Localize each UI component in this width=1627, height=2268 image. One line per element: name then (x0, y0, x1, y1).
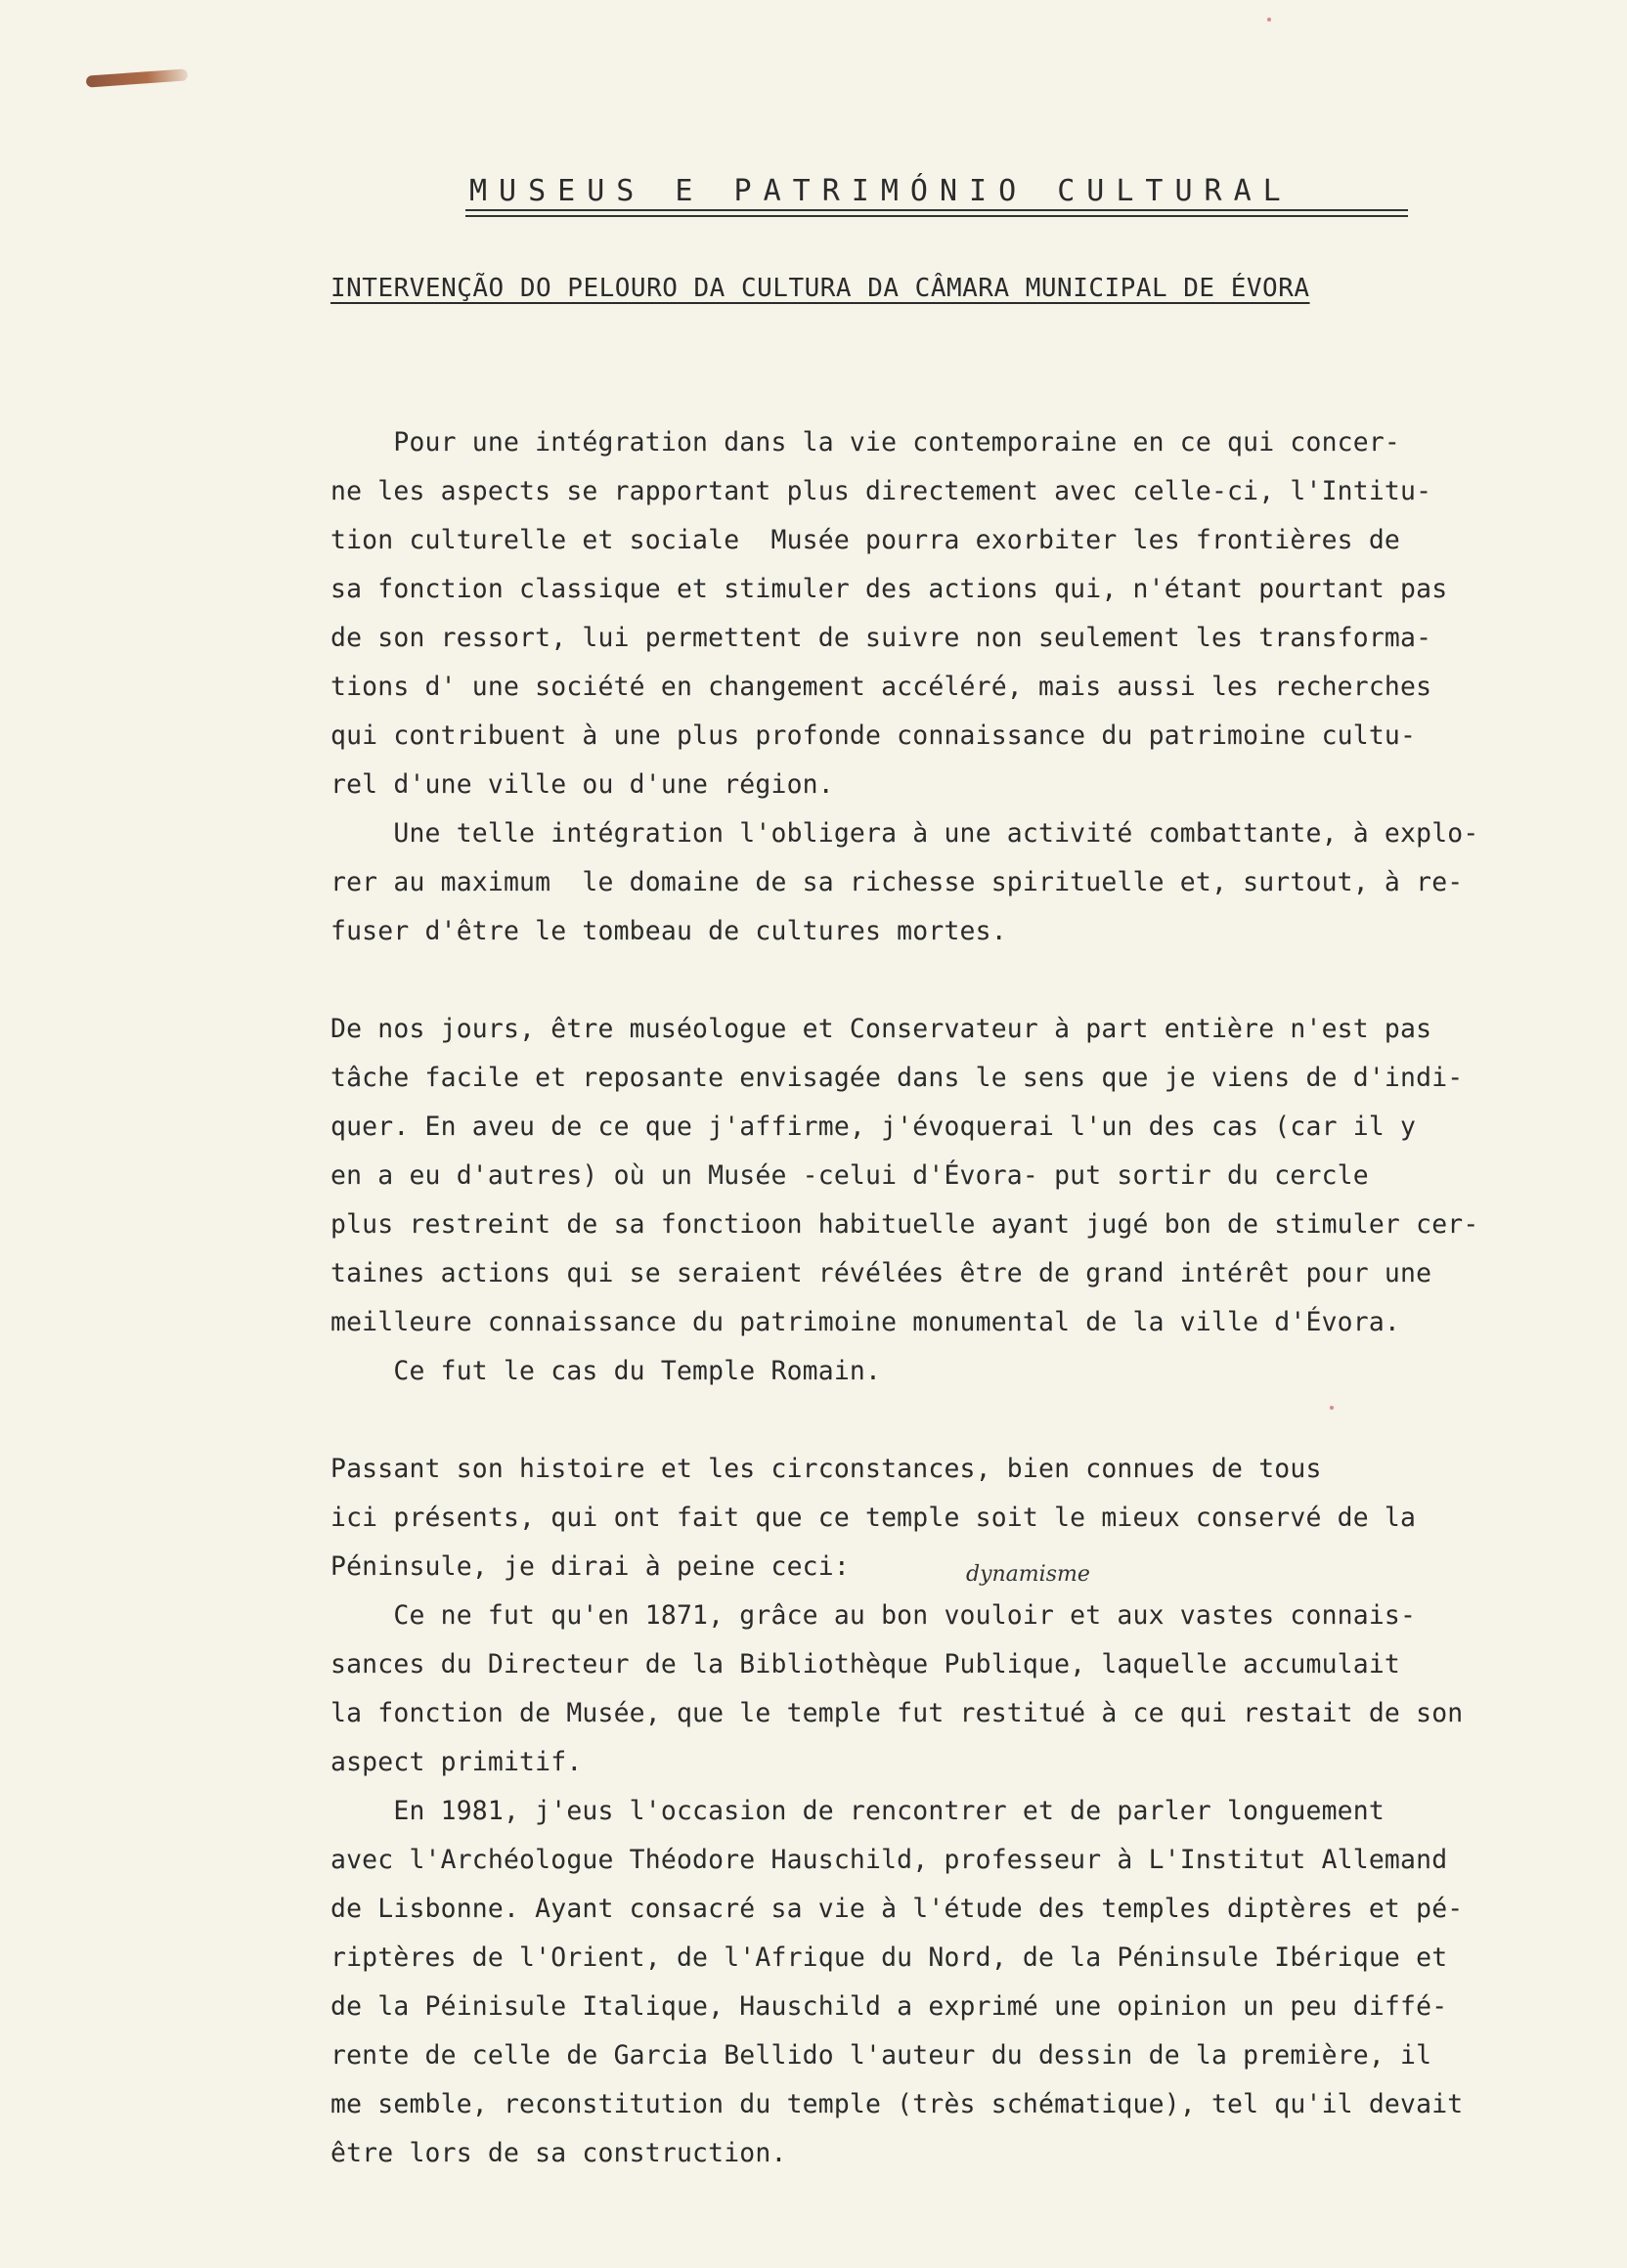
text-line: rente de celle de Garcia Bellido l'auteur du dessin de la première, il (330, 2040, 1432, 2071)
text-line: de la Péinisule Italique, Hauschild a exprimé une opinion un peu diffé- (330, 1991, 1448, 2022)
paragraph (330, 1445, 1602, 2178)
paper-speck (1267, 18, 1271, 22)
text-line: De nos jours, être muséologue et Conservateur à part entière n'est pas (330, 1014, 1432, 1044)
paragraph (330, 1005, 1602, 1396)
text-line: de son ressort, lui permettent de suivre non seulement les transforma- (330, 623, 1432, 653)
title-underline-double (465, 215, 1408, 217)
text-line: en a eu d'autres) où un Musée -celui d'Évora- put sortir du cercle (330, 1160, 1369, 1191)
text-line: tions d' une société en changement accéléré, mais aussi les recherches (330, 672, 1432, 702)
text-line: sa fonction classique et stimuler des actions qui, n'étant pourtant pas (330, 574, 1448, 604)
text-line: En 1981, j'eus l'occasion de rencontrer et de parler longuement (330, 1796, 1385, 1826)
text-line: plus restreint de sa fonctioon habituelle ayant jugé bon de stimuler cer- (330, 1209, 1479, 1240)
paragraph (330, 418, 1602, 809)
title-underline (465, 209, 1408, 211)
text-line: tion culturelle et sociale Musée pourra exorbiter les frontières de (330, 525, 1401, 555)
page-title: MUSEUS E PATRIMÓNIO CULTURAL (469, 174, 1293, 208)
text-line: taines actions qui se seraient révélées être de grand intérêt pour une (330, 1258, 1432, 1288)
text-line: Ce fut le cas du Temple Romain. (330, 1356, 882, 1386)
text-line: quer. En aveu de ce que j'affirme, j'évoquerai l'un des cas (car il y (330, 1112, 1417, 1142)
text-line: Une telle intégration l'obligera à une activité combattante, à explo- (330, 818, 1479, 849)
text-line: ne les aspects se rapportant plus directement avec celle-ci, l'Intitu- (330, 476, 1432, 506)
text-line: qui contribuent à une plus profonde connaissance du patrimoine cultu- (330, 720, 1417, 751)
text-line: de Lisbonne. Ayant consacré sa vie à l'étude des temples diptères et pé- (330, 1894, 1464, 1924)
text-line: avec l'Archéologue Théodore Hauschild, professeur à L'Institut Allemand (330, 1845, 1448, 1875)
page-subtitle: INTERVENÇÃO DO PELOURO DA CULTURA DA CÂMARA MUNICIPAL DE ÉVORA (330, 274, 1310, 303)
text-line: la fonction de Musée, que le temple fut restitué à ce qui restait de son (330, 1698, 1464, 1728)
text-line: être lors de sa construction. (330, 2138, 787, 2168)
text-line: me semble, reconstitution du temple (très schématique), tel qu'il devait (330, 2089, 1464, 2119)
text-line: Passant son histoire et les circonstances, bien connues de tous (330, 1454, 1322, 1484)
document-body (330, 418, 1602, 2178)
handwritten-annotation: dynamisme (966, 1562, 1090, 1587)
text-line: meilleure connaissance du patrimoine monumental de la ville d'Évora. (330, 1307, 1401, 1337)
text-line: Péninsule, je dirai à peine ceci: (330, 1551, 850, 1582)
text-line: riptères de l'Orient, de l'Afrique du Nord, de la Péninsule Ibérique et (330, 1942, 1448, 1973)
text-line: rer au maximum le domaine de sa richesse spirituelle et, surtout, à re- (330, 867, 1464, 897)
text-line: aspect primitif. (330, 1747, 583, 1777)
text-line: ici présents, qui ont fait que ce temple soit le mieux conservé de la (330, 1503, 1417, 1533)
text-line: fuser d'être le tombeau de cultures mortes. (330, 916, 1007, 946)
text-line: Pour une intégration dans la vie contemporaine en ce qui concer- (330, 427, 1401, 458)
text-line: Ce ne fut qu'en 1871, grâce au bon vouloir et aux vastes connais- (330, 1600, 1417, 1631)
text-line: sances du Directeur de la Bibliothèque Publique, laquelle accumulait (330, 1649, 1401, 1679)
rust-stain (86, 68, 189, 87)
text-line: rel d'une ville ou d'une région. (330, 769, 834, 800)
text-line: tâche facile et reposante envisagée dans le sens que je viens de d'indi- (330, 1063, 1464, 1093)
paragraph (330, 809, 1602, 956)
